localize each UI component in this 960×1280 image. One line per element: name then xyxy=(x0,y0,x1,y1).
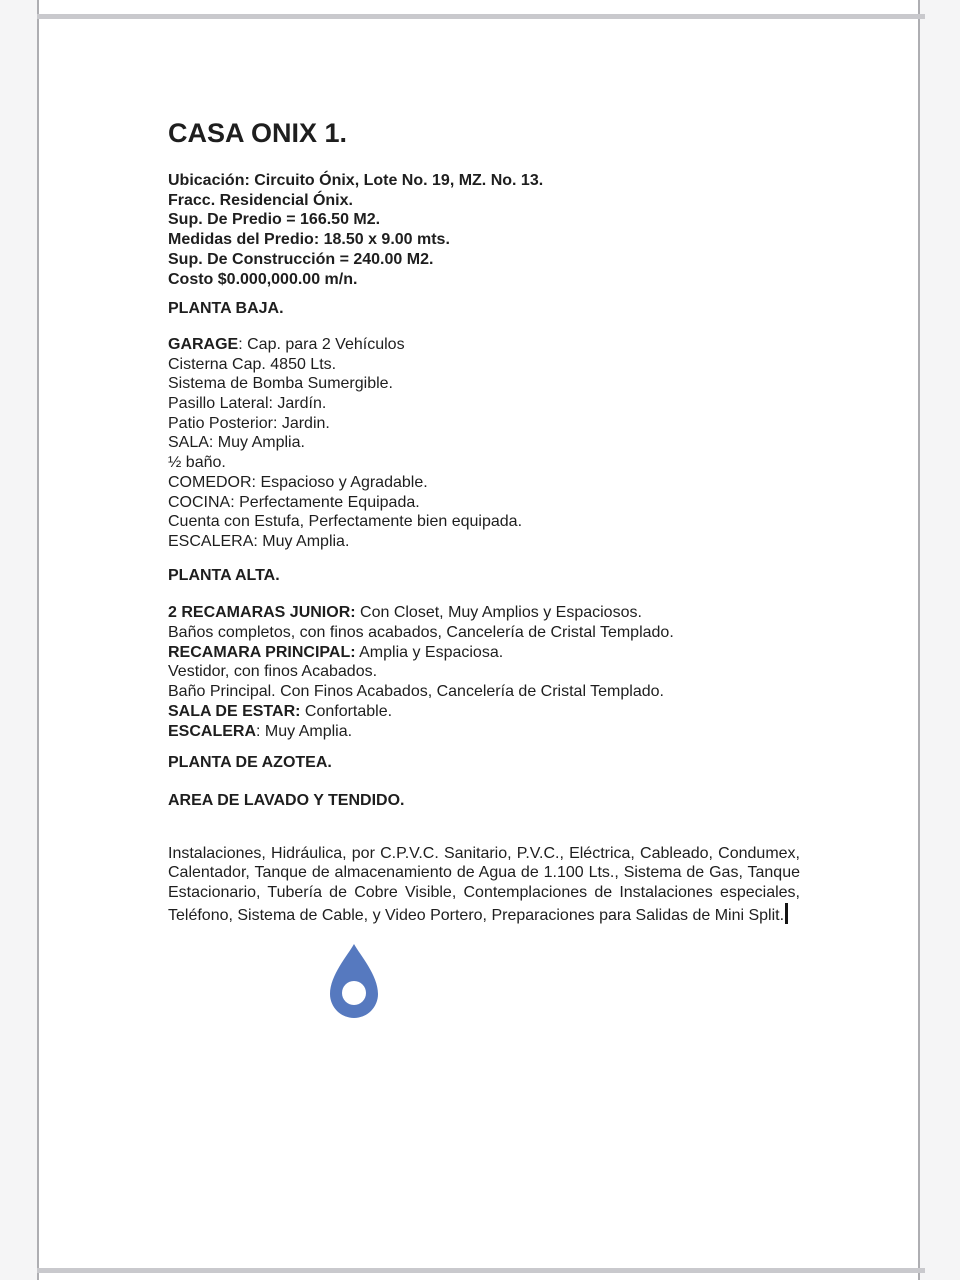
doc-title: CASA ONIX 1. xyxy=(168,118,348,148)
section-lines xyxy=(168,335,800,552)
doc-line: Baños completos, con finos acabados, Cancelería de Cristal Templado. xyxy=(168,624,674,642)
doc-line: Baño Principal. Con Finos Acabados, Cancelería de Cristal Templado. xyxy=(168,683,664,701)
page-left-edge xyxy=(37,0,39,1280)
doc-line: Pasillo Lateral: Jardín. xyxy=(168,395,327,413)
sections-container xyxy=(168,299,800,810)
drop-handle-icon xyxy=(328,943,380,1021)
doc-line: ½ baño. xyxy=(168,454,226,472)
doc-section xyxy=(168,791,800,811)
doc-line: Sistema de Bomba Sumergible. xyxy=(168,375,393,393)
info-line: Costo $0.000,000.00 m/n. xyxy=(168,270,358,288)
text-caret xyxy=(785,903,788,924)
closing-paragraph xyxy=(168,844,800,926)
text-cursor-drop-handle[interactable] xyxy=(328,943,380,1021)
section-lines xyxy=(168,603,800,741)
info-line: Fracc. Residencial Ónix. xyxy=(168,191,353,209)
page-right-edge xyxy=(918,0,920,1280)
section-heading: AREA DE LAVADO Y TENDIDO. xyxy=(168,791,405,809)
info-line: Medidas del Predio: 18.50 x 9.00 mts. xyxy=(168,231,450,249)
doc-line: RECAMARA PRINCIPAL: Amplia y Espaciosa. xyxy=(168,643,504,661)
doc-line: ESCALERA: Muy Amplia. xyxy=(168,532,350,550)
section-heading: PLANTA DE AZOTEA. xyxy=(168,754,332,772)
doc-line: COCINA: Perfectamente Equipada. xyxy=(168,493,420,511)
doc-line: Patio Posterior: Jardin. xyxy=(168,414,330,432)
property-info-block xyxy=(168,171,800,289)
doc-section xyxy=(168,299,800,551)
doc-line: SALA: Muy Amplia. xyxy=(168,434,305,452)
info-line: Ubicación: Circuito Ónix, Lote No. 19, MZ. No. 13. xyxy=(168,172,544,189)
doc-section xyxy=(168,566,800,742)
doc-line: Vestidor, con finos Acabados. xyxy=(168,663,378,681)
doc-section xyxy=(168,753,800,773)
doc-line: ESCALERA: Muy Amplia. xyxy=(168,722,353,740)
doc-line: 2 RECAMARAS JUNIOR: Con Closet, Muy Amplios y Espaciosos. xyxy=(168,604,642,622)
drop-hole xyxy=(342,981,366,1005)
doc-line: Cisterna Cap. 4850 Lts. xyxy=(168,355,337,373)
doc-line: Cuenta con Estufa, Perfectamente bien equipada. xyxy=(168,513,523,531)
doc-line: COMEDOR: Espacioso y Agradable. xyxy=(168,473,428,491)
info-line: Sup. De Construcción = 240.00 M2. xyxy=(168,250,434,268)
info-line: Sup. De Predio = 166.50 M2. xyxy=(168,211,381,229)
section-heading: PLANTA BAJA. xyxy=(168,300,284,318)
doc-line: SALA DE ESTAR: Confortable. xyxy=(168,702,393,720)
closing-paragraph-text: Instalaciones, Hidráulica, por C.P.V.C. Sanitario, P.V.C., Eléctrica, Cableado, Condumex, Calentador, Tanque de almacenamiento de Agua de 1.100 Lts., Sistema de Gas, Tanque Estacionario, Tubería de Cobre Visible, Contemplaciones de Instalaciones especiales, Teléfono, Sistema de Cable, y Video Portero, Preparaciones para Salidas de Mini Split. xyxy=(168,844,800,924)
page-bottom-separator xyxy=(37,1268,925,1273)
doc-line: GARAGE: Cap. para 2 Vehículos xyxy=(168,335,405,353)
section-heading: PLANTA ALTA. xyxy=(168,566,280,584)
document-body[interactable] xyxy=(168,0,800,926)
